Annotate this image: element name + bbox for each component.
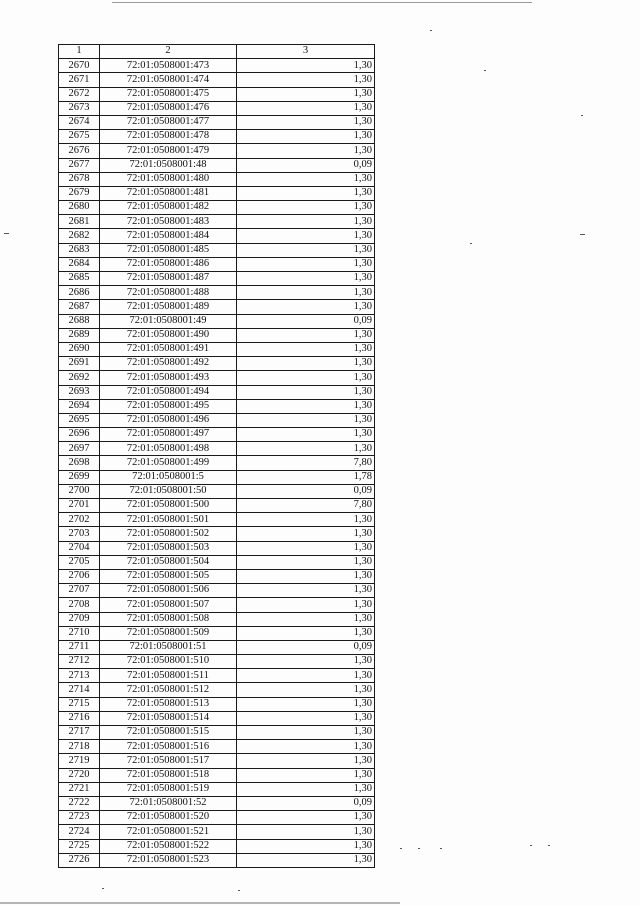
table-row <box>59 669 375 683</box>
cadastral-number: 72:01:0508001:510 <box>100 655 237 669</box>
table-row <box>59 754 375 768</box>
table-row <box>59 499 375 513</box>
table-row <box>59 186 375 200</box>
cadastral-number: 72:01:0508001:5 <box>100 470 237 484</box>
row-number: 2701 <box>59 499 100 513</box>
row-number: 2722 <box>59 796 100 810</box>
table-row <box>59 782 375 796</box>
table-row <box>59 584 375 598</box>
scan-speck <box>430 30 432 31</box>
table-row <box>59 272 375 286</box>
table-row <box>59 286 375 300</box>
cadastral-number: 72:01:0508001:480 <box>100 172 237 186</box>
row-value: 1,30 <box>237 513 375 527</box>
table-body <box>59 59 375 868</box>
row-value: 1,30 <box>237 272 375 286</box>
cadastral-number: 72:01:0508001:50 <box>100 484 237 498</box>
cadastral-number: 72:01:0508001:514 <box>100 711 237 725</box>
row-number: 2717 <box>59 726 100 740</box>
table-row <box>59 328 375 342</box>
row-number: 2683 <box>59 243 100 257</box>
table-row <box>59 172 375 186</box>
row-number: 2686 <box>59 286 100 300</box>
row-number: 2716 <box>59 711 100 725</box>
row-number: 2690 <box>59 342 100 356</box>
cadastral-number: 72:01:0508001:506 <box>100 584 237 598</box>
table-row <box>59 215 375 229</box>
row-number: 2697 <box>59 442 100 456</box>
cadastral-number: 72:01:0508001:48 <box>100 158 237 172</box>
row-value: 1,30 <box>237 257 375 271</box>
cadastral-table <box>58 44 375 868</box>
row-value: 1,30 <box>237 73 375 87</box>
scan-speck <box>418 848 420 849</box>
scan-speck <box>581 115 583 116</box>
cadastral-number: 72:01:0508001:503 <box>100 541 237 555</box>
cadastral-number: 72:01:0508001:500 <box>100 499 237 513</box>
table-row <box>59 569 375 583</box>
cadastral-number: 72:01:0508001:473 <box>100 59 237 73</box>
scan-speck <box>4 233 9 234</box>
row-number: 2678 <box>59 172 100 186</box>
column-header: 3 <box>237 45 375 59</box>
table-row <box>59 413 375 427</box>
row-number: 2721 <box>59 782 100 796</box>
table-row <box>59 711 375 725</box>
row-number: 2676 <box>59 144 100 158</box>
cadastral-number: 72:01:0508001:516 <box>100 740 237 754</box>
row-number: 2691 <box>59 357 100 371</box>
table-row <box>59 314 375 328</box>
table-row <box>59 726 375 740</box>
table-row <box>59 470 375 484</box>
cadastral-number: 72:01:0508001:475 <box>100 87 237 101</box>
cadastral-number: 72:01:0508001:477 <box>100 115 237 129</box>
row-value: 0,09 <box>237 158 375 172</box>
cadastral-number: 72:01:0508001:487 <box>100 272 237 286</box>
scan-speck <box>484 70 486 71</box>
scan-speck <box>238 890 240 891</box>
table-row <box>59 300 375 314</box>
row-value: 1,30 <box>237 59 375 73</box>
table-row <box>59 385 375 399</box>
row-number: 2712 <box>59 655 100 669</box>
row-value: 1,30 <box>237 328 375 342</box>
cadastral-number: 72:01:0508001:507 <box>100 598 237 612</box>
table-row <box>59 513 375 527</box>
cadastral-number: 72:01:0508001:493 <box>100 371 237 385</box>
cadastral-number: 72:01:0508001:504 <box>100 555 237 569</box>
row-number: 2700 <box>59 484 100 498</box>
cadastral-number: 72:01:0508001:479 <box>100 144 237 158</box>
scan-top-rule <box>112 2 532 3</box>
row-value: 1,30 <box>237 144 375 158</box>
table-row <box>59 201 375 215</box>
row-value: 1,30 <box>237 711 375 725</box>
row-value: 1,30 <box>237 286 375 300</box>
table-row <box>59 640 375 654</box>
cadastral-number: 72:01:0508001:512 <box>100 683 237 697</box>
row-value: 1,30 <box>237 385 375 399</box>
row-value: 1,30 <box>237 754 375 768</box>
cadastral-number: 72:01:0508001:498 <box>100 442 237 456</box>
row-value: 1,30 <box>237 811 375 825</box>
row-number: 2679 <box>59 186 100 200</box>
table-row <box>59 442 375 456</box>
row-value: 1,30 <box>237 555 375 569</box>
row-number: 2692 <box>59 371 100 385</box>
row-value: 1,30 <box>237 115 375 129</box>
scan-speck <box>548 845 550 846</box>
row-value: 1,30 <box>237 740 375 754</box>
cadastral-number: 72:01:0508001:522 <box>100 839 237 853</box>
table-row <box>59 371 375 385</box>
cadastral-number: 72:01:0508001:523 <box>100 853 237 867</box>
scan-speck <box>102 888 104 889</box>
row-number: 2726 <box>59 853 100 867</box>
row-value: 0,09 <box>237 796 375 810</box>
row-value: 1,30 <box>237 655 375 669</box>
row-value: 0,09 <box>237 640 375 654</box>
table-row <box>59 115 375 129</box>
cadastral-number: 72:01:0508001:481 <box>100 186 237 200</box>
cadastral-number: 72:01:0508001:474 <box>100 73 237 87</box>
row-number: 2695 <box>59 413 100 427</box>
row-value: 1,30 <box>237 413 375 427</box>
row-number: 2680 <box>59 201 100 215</box>
table-row <box>59 257 375 271</box>
row-value: 1,30 <box>237 87 375 101</box>
table-header-row <box>59 45 375 59</box>
row-value: 1,30 <box>237 186 375 200</box>
scan-speck <box>470 243 472 244</box>
row-number: 2693 <box>59 385 100 399</box>
table-row <box>59 527 375 541</box>
row-number: 2711 <box>59 640 100 654</box>
cadastral-number: 72:01:0508001:490 <box>100 328 237 342</box>
row-number: 2704 <box>59 541 100 555</box>
table-row <box>59 59 375 73</box>
table-row <box>59 357 375 371</box>
table-row <box>59 768 375 782</box>
cadastral-number: 72:01:0508001:505 <box>100 569 237 583</box>
table-row <box>59 839 375 853</box>
row-number: 2710 <box>59 626 100 640</box>
table-row <box>59 612 375 626</box>
cadastral-number: 72:01:0508001:502 <box>100 527 237 541</box>
row-number: 2689 <box>59 328 100 342</box>
row-number: 2684 <box>59 257 100 271</box>
row-number: 2724 <box>59 825 100 839</box>
row-number: 2725 <box>59 839 100 853</box>
row-number: 2688 <box>59 314 100 328</box>
row-value: 1,30 <box>237 243 375 257</box>
cadastral-number: 72:01:0508001:496 <box>100 413 237 427</box>
table-row <box>59 484 375 498</box>
cadastral-number: 72:01:0508001:491 <box>100 342 237 356</box>
row-value: 1,30 <box>237 584 375 598</box>
row-number: 2709 <box>59 612 100 626</box>
table-row <box>59 243 375 257</box>
scan-speck <box>440 848 442 849</box>
table-row <box>59 144 375 158</box>
table-row <box>59 655 375 669</box>
cadastral-number: 72:01:0508001:478 <box>100 130 237 144</box>
table-row <box>59 101 375 115</box>
row-number: 2715 <box>59 697 100 711</box>
row-value: 1,30 <box>237 541 375 555</box>
cadastral-number: 72:01:0508001:515 <box>100 726 237 740</box>
row-value: 1,30 <box>237 442 375 456</box>
row-number: 2674 <box>59 115 100 129</box>
table-row <box>59 697 375 711</box>
cadastral-number: 72:01:0508001:513 <box>100 697 237 711</box>
row-value: 0,09 <box>237 484 375 498</box>
cadastral-number: 72:01:0508001:511 <box>100 669 237 683</box>
row-number: 2702 <box>59 513 100 527</box>
table-row <box>59 796 375 810</box>
row-value: 1,30 <box>237 697 375 711</box>
scan-bottom-rule <box>0 902 400 904</box>
table-row <box>59 73 375 87</box>
table-row <box>59 130 375 144</box>
row-number: 2694 <box>59 399 100 413</box>
cadastral-number: 72:01:0508001:494 <box>100 385 237 399</box>
cadastral-number: 72:01:0508001:485 <box>100 243 237 257</box>
cadastral-number: 72:01:0508001:509 <box>100 626 237 640</box>
row-value: 1,30 <box>237 201 375 215</box>
row-value: 1,30 <box>237 612 375 626</box>
cadastral-number: 72:01:0508001:51 <box>100 640 237 654</box>
scan-speck <box>530 845 532 846</box>
row-number: 2687 <box>59 300 100 314</box>
row-number: 2670 <box>59 59 100 73</box>
table-row <box>59 598 375 612</box>
row-value: 1,30 <box>237 215 375 229</box>
row-number: 2673 <box>59 101 100 115</box>
row-value: 1,30 <box>237 172 375 186</box>
row-number: 2685 <box>59 272 100 286</box>
row-value: 1,30 <box>237 683 375 697</box>
row-number: 2723 <box>59 811 100 825</box>
table-row <box>59 825 375 839</box>
cadastral-number: 72:01:0508001:476 <box>100 101 237 115</box>
scan-speck <box>580 234 585 235</box>
row-number: 2706 <box>59 569 100 583</box>
table-row <box>59 229 375 243</box>
row-value: 1,30 <box>237 428 375 442</box>
table-row <box>59 811 375 825</box>
row-value: 1,78 <box>237 470 375 484</box>
cadastral-number: 72:01:0508001:519 <box>100 782 237 796</box>
scan-speck <box>400 848 402 849</box>
row-number: 2672 <box>59 87 100 101</box>
row-value: 1,30 <box>237 669 375 683</box>
row-value: 1,30 <box>237 357 375 371</box>
row-value: 1,30 <box>237 598 375 612</box>
cadastral-number: 72:01:0508001:521 <box>100 825 237 839</box>
row-number: 2698 <box>59 456 100 470</box>
table-row <box>59 399 375 413</box>
table-row <box>59 555 375 569</box>
cadastral-number: 72:01:0508001:49 <box>100 314 237 328</box>
table-row <box>59 626 375 640</box>
row-value: 1,30 <box>237 839 375 853</box>
row-number: 2720 <box>59 768 100 782</box>
row-number: 2681 <box>59 215 100 229</box>
row-value: 1,30 <box>237 371 375 385</box>
table-row <box>59 740 375 754</box>
cadastral-number: 72:01:0508001:492 <box>100 357 237 371</box>
row-value: 1,30 <box>237 726 375 740</box>
row-value: 1,30 <box>237 782 375 796</box>
row-number: 2675 <box>59 130 100 144</box>
row-value: 1,30 <box>237 101 375 115</box>
table-row <box>59 342 375 356</box>
row-value: 1,30 <box>237 853 375 867</box>
row-value: 1,30 <box>237 399 375 413</box>
row-number: 2713 <box>59 669 100 683</box>
row-value: 1,30 <box>237 527 375 541</box>
cadastral-number: 72:01:0508001:497 <box>100 428 237 442</box>
table-row <box>59 853 375 867</box>
row-value: 1,30 <box>237 342 375 356</box>
row-value: 1,30 <box>237 229 375 243</box>
row-number: 2677 <box>59 158 100 172</box>
cadastral-number: 72:01:0508001:488 <box>100 286 237 300</box>
table-row <box>59 428 375 442</box>
row-number: 2696 <box>59 428 100 442</box>
row-number: 2718 <box>59 740 100 754</box>
table-row <box>59 456 375 470</box>
row-value: 1,30 <box>237 300 375 314</box>
cadastral-number: 72:01:0508001:495 <box>100 399 237 413</box>
row-value: 7,80 <box>237 456 375 470</box>
row-number: 2719 <box>59 754 100 768</box>
cadastral-number: 72:01:0508001:517 <box>100 754 237 768</box>
table-row <box>59 541 375 555</box>
cadastral-number: 72:01:0508001:499 <box>100 456 237 470</box>
column-header: 2 <box>100 45 237 59</box>
row-value: 1,30 <box>237 768 375 782</box>
cadastral-number: 72:01:0508001:489 <box>100 300 237 314</box>
cadastral-number: 72:01:0508001:508 <box>100 612 237 626</box>
column-header: 1 <box>59 45 100 59</box>
row-value: 7,80 <box>237 499 375 513</box>
row-value: 1,30 <box>237 825 375 839</box>
cadastral-number: 72:01:0508001:486 <box>100 257 237 271</box>
row-number: 2703 <box>59 527 100 541</box>
cadastral-number: 72:01:0508001:484 <box>100 229 237 243</box>
cadastral-number: 72:01:0508001:483 <box>100 215 237 229</box>
cadastral-number: 72:01:0508001:52 <box>100 796 237 810</box>
row-value: 1,30 <box>237 130 375 144</box>
cadastral-number: 72:01:0508001:518 <box>100 768 237 782</box>
row-number: 2671 <box>59 73 100 87</box>
table-row <box>59 158 375 172</box>
table-row <box>59 683 375 697</box>
row-number: 2707 <box>59 584 100 598</box>
row-number: 2699 <box>59 470 100 484</box>
row-number: 2682 <box>59 229 100 243</box>
cadastral-number: 72:01:0508001:501 <box>100 513 237 527</box>
row-value: 1,30 <box>237 569 375 583</box>
row-value: 0,09 <box>237 314 375 328</box>
cadastral-number: 72:01:0508001:482 <box>100 201 237 215</box>
row-number: 2705 <box>59 555 100 569</box>
row-number: 2708 <box>59 598 100 612</box>
cadastral-number: 72:01:0508001:520 <box>100 811 237 825</box>
table-row <box>59 87 375 101</box>
row-number: 2714 <box>59 683 100 697</box>
row-value: 1,30 <box>237 626 375 640</box>
